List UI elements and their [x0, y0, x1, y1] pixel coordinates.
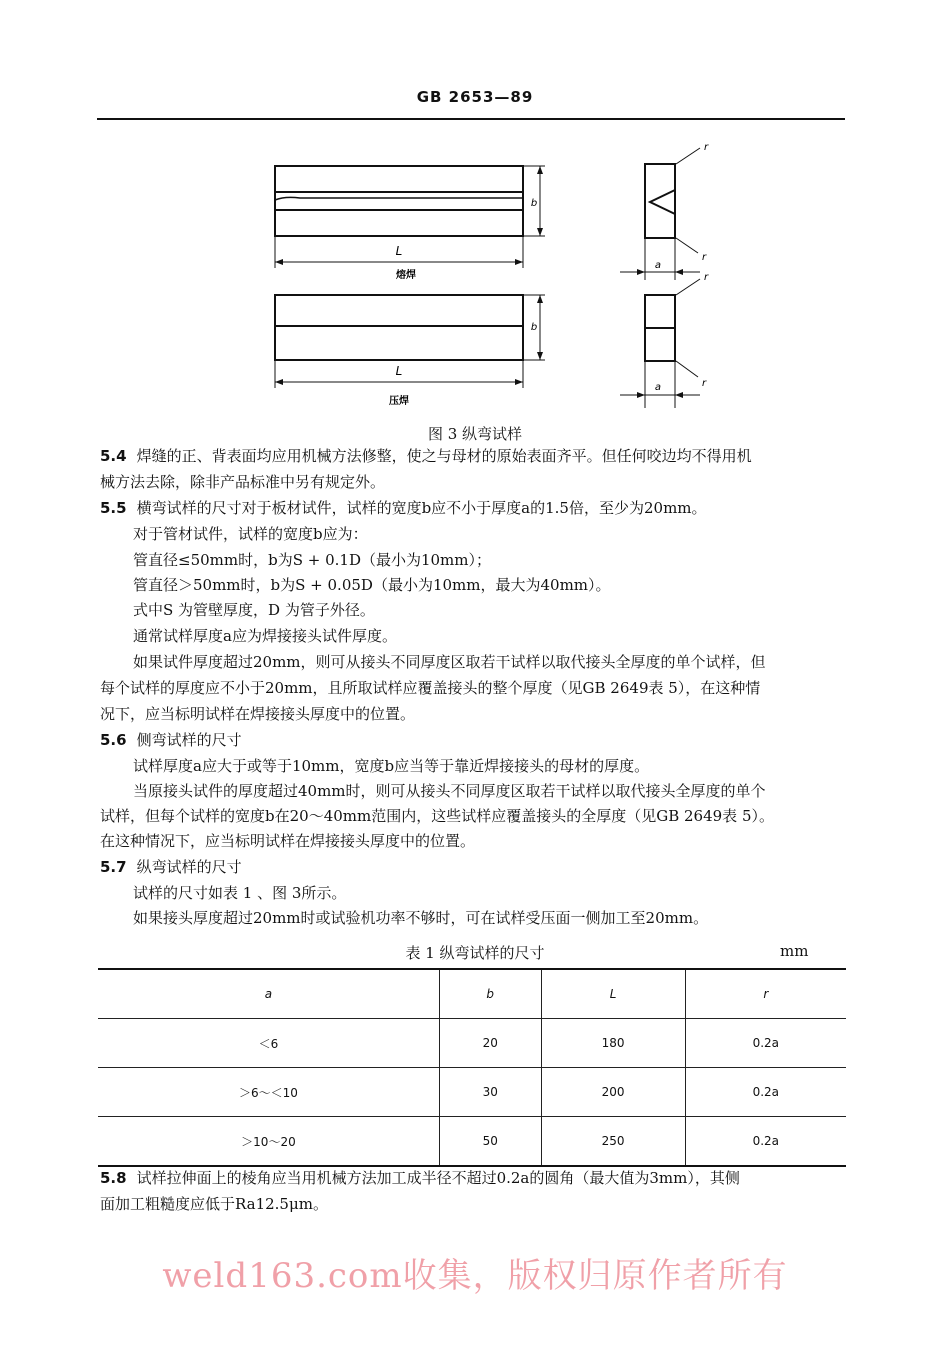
pressure-length-label: L	[395, 364, 403, 378]
specimen-dimension-table	[98, 968, 846, 1167]
header-rule	[97, 118, 845, 120]
pressure-specimen-outline	[275, 295, 523, 360]
clause-5-6-line-3: 试样，但每个试样的宽度b在20～40mm范围内，这些试样应覆盖接头的全厚度（见GB 2649表 5）。	[100, 807, 774, 825]
table-header-cell: a	[98, 969, 439, 1019]
table-cell: 0.2a	[685, 1019, 846, 1068]
clause-5-5-line-2: 对于管材试件，试样的宽度b应为：	[133, 525, 368, 543]
radius-label-4: r	[702, 378, 707, 389]
fusion-subcaption: 熔焊	[396, 270, 416, 281]
clause-5-5-line-3: 管直径≤50mm时，b为S + 0.1D（最小为10mm）；	[133, 551, 492, 569]
fusion-cross-section	[645, 164, 675, 238]
clause-5-7-line-2: 如果接头厚度超过20mm时或试验机功率不够时，可在试样受压面一侧加工至20mm。	[133, 909, 709, 927]
figure-caption: 图 3 纵弯试样	[427, 425, 523, 443]
pressure-subcaption: 压焊	[389, 396, 409, 407]
clause-number: 5.5	[100, 499, 127, 517]
table-row	[98, 1117, 846, 1167]
table-header-cell: b	[439, 969, 541, 1019]
table-row	[98, 1068, 846, 1117]
table-header-cell: r	[685, 969, 846, 1019]
table-cell: 250	[541, 1117, 685, 1167]
clause-5-5-line-5: 式中S 为管壁厚度，D 为管子外径。	[133, 601, 375, 619]
pressure-thickness-label: a	[654, 382, 662, 393]
clause-5-5-line-8: 每个试样的厚度应不小于20mm，且所取试样应覆盖接头的整个厚度（见GB 2649表 5），在这种情	[100, 679, 761, 697]
watermark: weld163.com收集，版权归原作者所有	[162, 1256, 788, 1296]
pressure-width-label: b	[530, 322, 538, 333]
clause-5-7-line-1: 试样的尺寸如表 1 、图 3所示。	[133, 884, 347, 902]
radius-label-1: r	[704, 142, 709, 153]
figure-3-longitudinal-bend-specimen	[0, 140, 950, 420]
table-cell: 180	[541, 1019, 685, 1068]
table-cell: ＞10～20	[98, 1117, 439, 1167]
clause-5-5-line-9: 况下，应当标明试样在焊接接头厚度中的位置。	[100, 705, 416, 723]
clause-5-8-line-1	[100, 1168, 740, 1188]
fusion-specimen-outline	[275, 166, 523, 236]
clause-5-6-line-4: 在这种情况下，应当标明试样在焊接接头厚度中的位置。	[100, 832, 476, 850]
radius-leader-3	[676, 279, 700, 295]
radius-leader-4	[676, 361, 698, 377]
fusion-length-label: L	[395, 244, 403, 258]
table-unit: mm	[780, 942, 809, 960]
radius-label-2: r	[702, 252, 707, 263]
clause-5-5-line-6: 通常试样厚度a应为焊接接头试件厚度。	[133, 627, 397, 645]
standard-number: GB 2653—89	[416, 88, 534, 106]
clause-text: 横弯试样的尺寸对于板材试件，试样的宽度b应不小于厚度a的1.5倍，至少为20mm。	[136, 499, 707, 517]
clause-title: 纵弯试样的尺寸	[136, 858, 242, 876]
clause-title: 侧弯试样的尺寸	[136, 731, 242, 749]
fusion-width-label: b	[530, 198, 538, 209]
table-caption: 表 1 纵弯试样的尺寸	[405, 944, 545, 962]
clause-5-5-line-1	[100, 498, 707, 518]
clause-5-6-line-1: 试样厚度a应大于或等于10mm，宽度b应当等于靠近焊接接头的母材的厚度。	[133, 757, 650, 775]
radius-label-3: r	[704, 272, 709, 283]
table-row	[98, 1019, 846, 1068]
fusion-thickness-label: a	[654, 260, 662, 271]
table-cell: ＜6	[98, 1019, 439, 1068]
clause-5-4-line-2: 械方法去除，除非产品标准中另有规定外。	[100, 473, 386, 491]
table-cell: 50	[439, 1117, 541, 1167]
table-header-row	[98, 969, 846, 1019]
fusion-weld-curve	[275, 197, 523, 200]
radius-leader-1	[676, 148, 700, 164]
clause-number: 5.4	[100, 447, 127, 465]
clause-5-4-line-1	[100, 446, 752, 466]
clause-5-5-line-4: 管直径＞50mm时，b为S + 0.05D（最小为10mm，最大为40mm）。	[133, 576, 611, 594]
table-cell: 30	[439, 1068, 541, 1117]
clause-5-5-line-7: 如果试件厚度超过20mm，则可从接头不同厚度区取若干试样以取代接头全厚度的单个试样，但	[133, 653, 766, 671]
clause-text: 焊缝的正、背表面均应用机械方法修整，使之与母材的原始表面齐平。但任何咬边均不得用机	[136, 447, 752, 465]
clause-number: 5.6	[100, 731, 127, 749]
fusion-v-groove	[650, 190, 675, 214]
clause-5-7-title	[100, 857, 242, 877]
clause-5-6-line-2: 当原接头试件的厚度超过40mm时，则可从接头不同厚度区取若干试样以取代接头全厚度的单个	[133, 782, 766, 800]
clause-5-8-line-2: 面加工粗糙度应低于Ra12.5μm。	[100, 1195, 328, 1213]
table-cell: 200	[541, 1068, 685, 1117]
clause-number: 5.7	[100, 858, 127, 876]
radius-leader-2	[676, 238, 698, 253]
clause-text: 试样拉伸面上的棱角应当用机械方法加工成半径不超过0.2a的圆角（最大值为3mm），其侧	[136, 1169, 740, 1187]
table-cell: ＞6～＜10	[98, 1068, 439, 1117]
table-header-cell: L	[541, 969, 685, 1019]
clause-number: 5.8	[100, 1169, 127, 1187]
table-cell: 0.2a	[685, 1117, 846, 1167]
table-cell: 20	[439, 1019, 541, 1068]
clause-5-6-title	[100, 730, 242, 750]
table-cell: 0.2a	[685, 1068, 846, 1117]
